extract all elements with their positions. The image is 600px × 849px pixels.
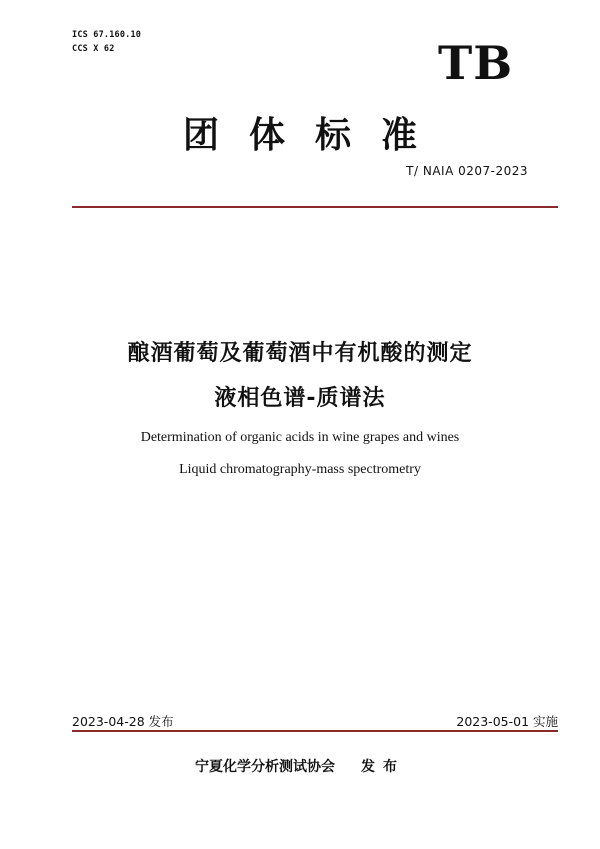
ics-code: ICS 67.160.10 [72,30,142,40]
implementation-date: 2023-05-01 实施 [456,714,558,729]
standard-logo: TB [438,36,514,90]
standard-number: T/ NAIA 0207-2023 [406,164,528,178]
publisher-line [0,756,600,776]
publisher-action: 发布 [361,759,405,775]
title-chinese-line-2: 液相色谱-质谱法 [214,386,386,411]
publisher-name: 宁夏化学分析测试协会 [195,759,335,775]
issue-date: 2023-04-28 发布 [72,714,174,729]
title-english-line-1: Determination of organic acids in wine grapes and wines [140,430,460,445]
bottom-divider [72,730,558,732]
title-chinese-line-1: 酿酒葡萄及葡萄酒中有机酸的测定 [127,341,473,366]
top-divider [72,206,558,208]
standard-type-heading: 团体标准 [182,115,447,156]
ccs-code: CCS X 62 [72,44,115,54]
title-english-line-2: Liquid chromatography-mass spectrometry [179,462,421,477]
